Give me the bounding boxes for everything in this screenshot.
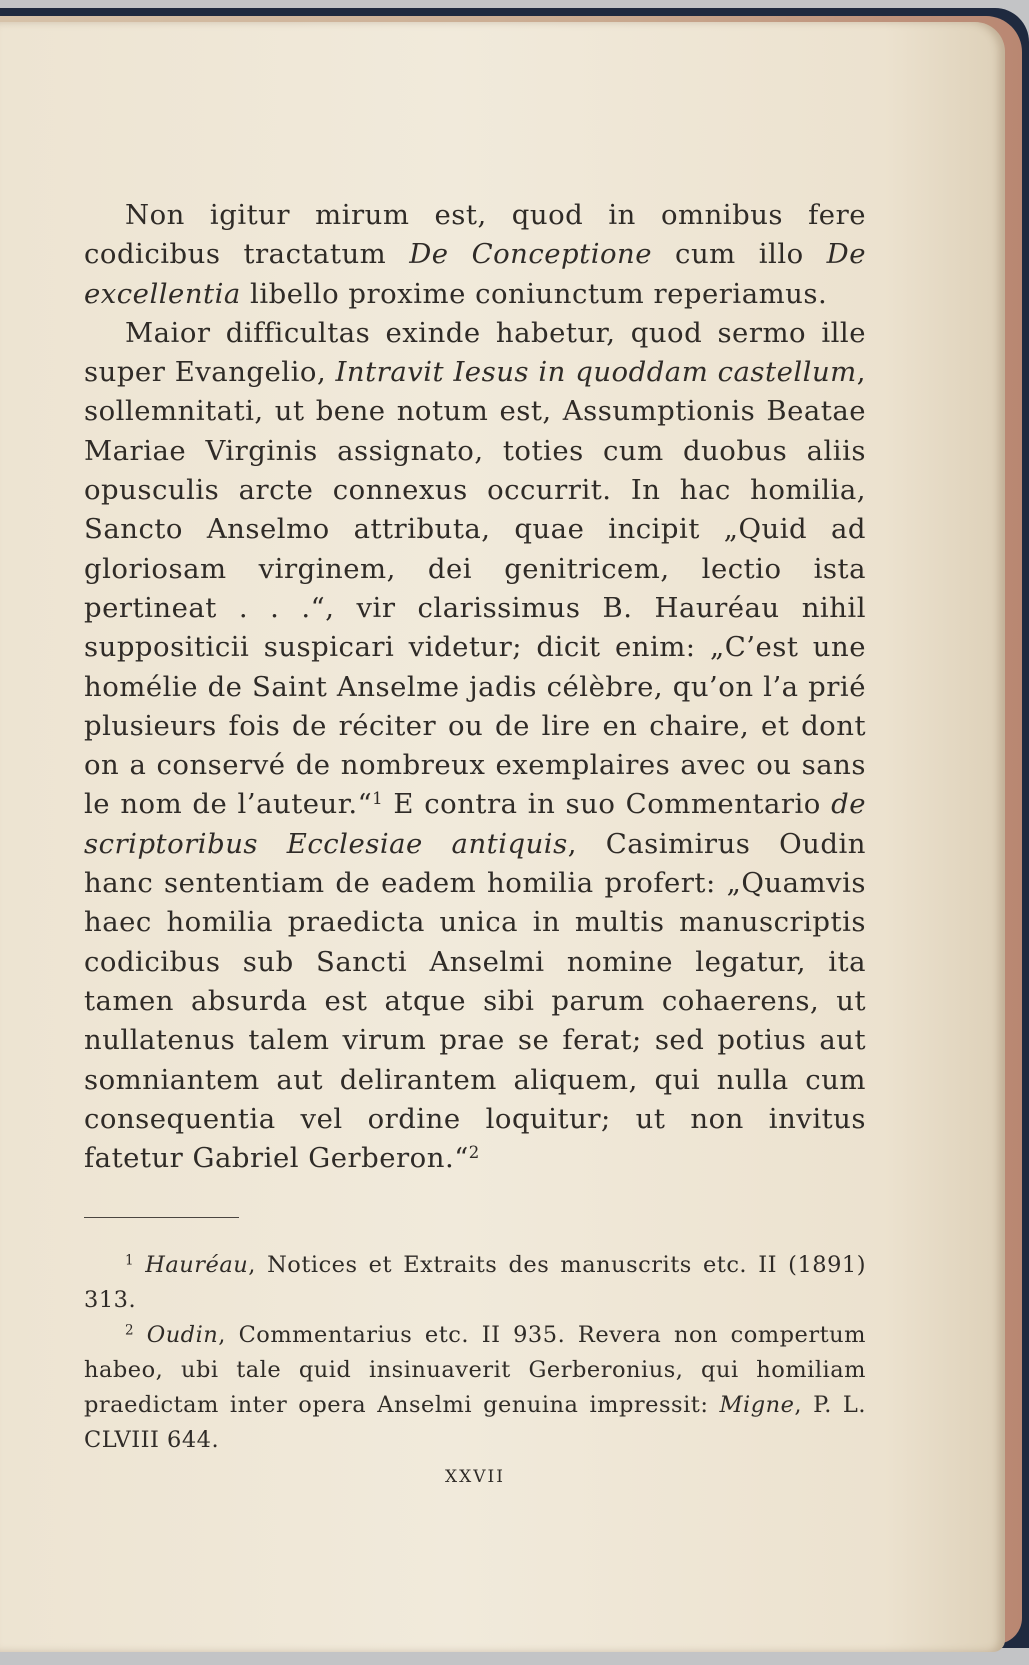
- paragraph-1: Non igitur mirum est, quod in omnibus fere codicibus tractatum De Conceptione cum illo De excellentia libello proxime coniunctum reperiamus.: [84, 199, 866, 310]
- footnote-divider: [84, 1217, 239, 1218]
- paragraph-2: Maior difficultas exinde habetur, quod sermo ille super Evangelio, Intravit Iesus in quoddam castellum, sollemnitati, ut bene notum est, Assumptionis Beatae Mariae Virginis assignato, toties cum duobus aliis opusculis arcte connexus occurrit. In hac homilia, Sancto Anselmo attributa, quae incipit „Quid ad gloriosam virginem, dei genitricem, lectio ista pertineat . . .“, vir clarissimus B. Hauréau nihil suppositicii suspicari videtur; dicit enim: „C’est une homélie de Saint Anselme jadis célèbre, qu’on l’a prié plusieurs fois de réciter ou de lire en chaire, et dont on a conservé de nombreux exemplaires avec ou sans le nom de l’auteur.“$^1$ E contra in suo Commentario de scriptoribus Ecclesiae antiquis, Casimirus Oudin hanc sententiam de eadem homilia profert: „Quamvis haec homilia praedicta unica in multis manuscriptis codicibus sub Sancti Anselmi nomine legatur, ita tamen absurda est atque sibi parum cohaerens, ut nullatenus talem virum prae se ferat; sed potius aut somniantem aut delirantem aliquem, qui nulla cum consequentia vel ordine loquitur; ut non invitus fatetur Gabriel Gerberon.“$^2$: [84, 316, 866, 1175]
- footnote-ref-1: 1: [372, 789, 384, 809]
- page-number: XXVII: [445, 1467, 505, 1487]
- footnote-1: $^1$ Hauréau, Notices et Extraits des manuscrits etc. II (1891) 313.: [84, 1252, 866, 1313]
- footnote-ref-2: 2: [468, 1143, 480, 1163]
- main-text: [84, 196, 866, 1178]
- footnote-2: $^2$ Oudin, Commentarius etc. II 935. Revera non compertum habeo, ubi tale quid insinuaverit Gerberonius, qui homiliam praedictam inter opera Anselmi genuina impressit: Migne, P. L. CLVIII 644.: [84, 1322, 866, 1453]
- footnotes: [84, 1248, 866, 1458]
